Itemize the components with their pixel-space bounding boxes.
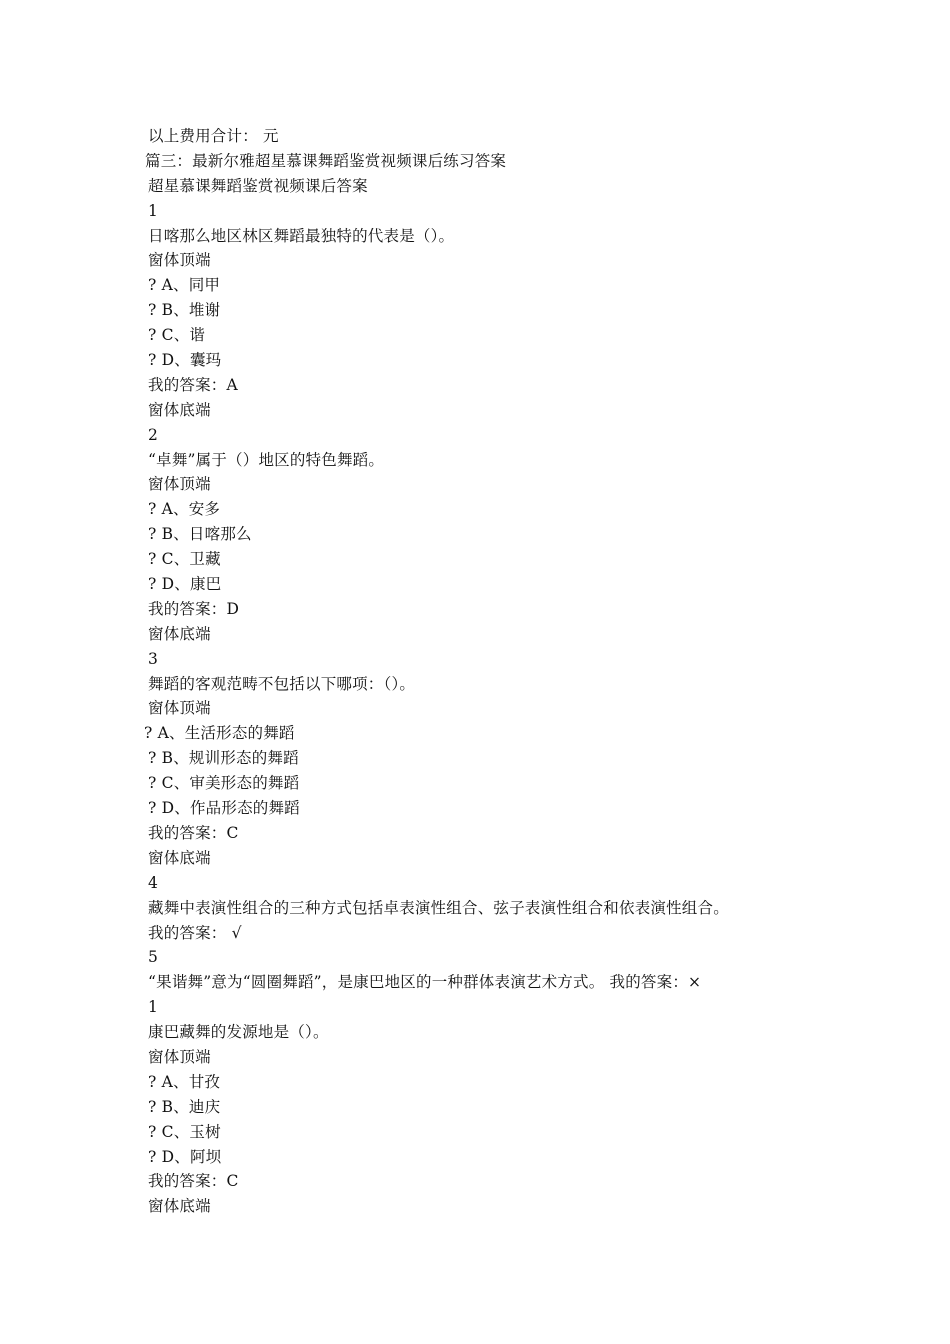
question-text: 藏舞中表演性组合的三种方式包括卓表演性组合、弦子表演性组合和依表演性组合。 [148,898,729,917]
option-d: ? D、康巴 [148,575,222,594]
option-c: ? C、谐 [148,326,206,345]
document-body [144,124,908,1219]
my-answer: 我的答案：A [148,375,238,394]
form-top-marker: 窗体顶端 [148,699,211,718]
question-text-with-answer: “果谐舞”意为“圆圈舞蹈”，是康巴地区的一种群体表演艺术方式。 我的答案：× [148,973,702,992]
question-number: 1 [148,998,159,1017]
form-top-marker: 窗体顶端 [148,475,211,494]
question-number: 4 [148,873,159,892]
my-answer: 我的答案： √ [148,923,242,942]
option-b: ? B、迪庆 [148,1097,221,1116]
option-d: ? D、作品形态的舞蹈 [148,799,300,818]
question-number: 2 [148,425,159,444]
form-bottom-marker: 窗体底端 [148,848,211,867]
option-b: ? B、规训形态的舞蹈 [148,749,299,768]
question-text: 日喀那么地区林区舞蹈最独特的代表是（）。 [148,226,455,245]
document-subtitle: 超星慕课舞蹈鉴赏视频课后答案 [148,176,368,195]
cost-total-line: 以上费用合计： 元 [148,127,279,145]
option-c: ? C、审美形态的舞蹈 [148,774,300,793]
option-c: ? C、玉树 [148,1122,221,1141]
option-a: ? A、同甲 [148,276,221,295]
option-d: ? D、囊玛 [148,351,222,370]
form-bottom-marker: 窗体底端 [148,400,211,419]
section-title: 篇三：最新尔雅超星慕课舞蹈鉴赏视频课后练习答案 [145,151,507,170]
form-bottom-marker: 窗体底端 [148,624,211,643]
form-top-marker: 窗体顶端 [148,1047,211,1066]
question-text: 舞蹈的客观范畴不包括以下哪项：（）。 [148,674,416,693]
option-a: ? A、生活形态的舞蹈 [144,724,295,743]
my-answer: 我的答案：C [148,1172,239,1191]
form-top-marker: 窗体顶端 [148,251,211,270]
option-c: ? C、卫藏 [148,550,221,569]
option-a: ? A、安多 [148,500,221,519]
question-text: 康巴藏舞的发源地是（）。 [148,1023,329,1042]
option-a: ? A、甘孜 [148,1072,221,1091]
my-answer: 我的答案：C [148,823,239,842]
question-number: 1 [148,201,159,220]
question-number: 5 [148,948,159,967]
option-b: ? B、日喀那么 [148,525,252,544]
my-answer: 我的答案：D [148,599,240,618]
question-text: “卓舞”属于（）地区的特色舞蹈。 [148,450,385,469]
question-number: 3 [148,649,159,668]
option-b: ? B、堆谢 [148,301,221,320]
form-bottom-marker: 窗体底端 [148,1197,211,1216]
option-d: ? D、阿坝 [148,1147,222,1166]
